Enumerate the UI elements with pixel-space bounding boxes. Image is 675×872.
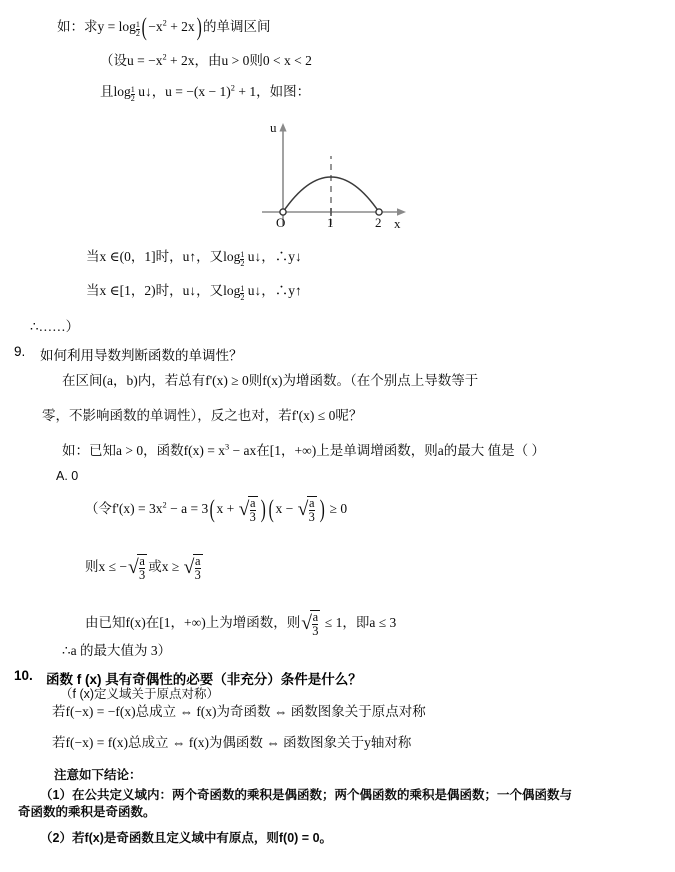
radical-sign: √	[238, 499, 250, 521]
section-9-paragraph-1: 在区间(a，b)内，若总有f'(x) ≥ 0则f(x)为增函数。（在个别点上导数等于	[62, 373, 479, 388]
fraction-a-over-3: $\frac{a}{3}$	[139, 554, 146, 583]
radical-sign: √	[128, 557, 139, 579]
text-run: 的单调区间	[203, 19, 271, 34]
log-base-one-half: $\frac{1}{2}$	[130, 84, 135, 104]
text-run: ≥ 0	[326, 501, 348, 517]
text-run: − a = 3	[166, 501, 209, 517]
text-run: u↓，u = −(x − 1)	[134, 84, 231, 99]
text-run: u↓，∴y↑	[244, 283, 302, 298]
section-10-paragraph-2: 若f(−x) = f(x)总成立 ⇔ f(x)为偶函数 ⇔ 函数图象关于y轴对称	[52, 735, 412, 750]
parabola-graph	[262, 118, 412, 228]
section-10-subnote: （f (x)定义域关于原点对称）	[60, 687, 220, 701]
fraction-a-over-3: $\frac{a}{3}$	[312, 610, 319, 639]
parabola-curve	[283, 177, 379, 212]
x-tick-label-2: 2	[375, 215, 382, 228]
text-run: 由已知f(x)在[1，+∞)上为增函数，则	[85, 615, 301, 631]
exponent: 2	[230, 83, 235, 93]
section-9-work-2	[85, 554, 204, 582]
text-run: 如：已知a > 0，函数f(x) = x	[62, 443, 225, 458]
section-9-work-1	[85, 496, 347, 524]
option-a: A. 0	[56, 469, 79, 483]
log-base-one-half: $\frac{1}{2}$	[240, 249, 245, 269]
exponent: 2	[162, 18, 167, 28]
section-10-title: 函数 f (x) 具有奇偶性的必要（非充分）条件是什么？	[46, 672, 362, 687]
section-10-number: 10.	[14, 668, 33, 683]
close-paren: )	[196, 14, 202, 42]
section-9-title: 如何利用导数判断函数的单调性？	[40, 348, 243, 363]
example-line-5	[86, 284, 302, 302]
example-line-2	[100, 54, 312, 68]
text-run: 且log	[100, 84, 131, 99]
text-run: + 1，如图：	[234, 84, 311, 99]
y-axis-arrow	[279, 123, 286, 132]
text-run: u↓，∴y↓	[244, 249, 302, 264]
fraction-a-over-3: $\frac{a}{3}$	[249, 496, 256, 525]
text-run: − ax在[1，+∞)上是单调增函数，则a的最大 值是（ ）	[229, 443, 545, 458]
log-base-one-half: $\frac{1}{2}$	[240, 283, 245, 303]
close-paren: )	[260, 496, 266, 524]
radical-sign: √	[301, 613, 312, 635]
radical-sign: √	[183, 557, 195, 579]
note-1-line-2: 奇函数的乘积是奇函数。	[18, 805, 156, 819]
section-10-paragraph-1: 若f(−x) = −f(x)总成立 ⇔ f(x)为奇函数 ⇔ 函数图象关于原点对称	[52, 704, 426, 719]
text-run: （设u = −x	[100, 53, 163, 68]
section-9-number: 9.	[14, 344, 26, 359]
sqrt-a-over-3	[128, 554, 147, 582]
section-9-work-4: ∴a 的最大值为 3）	[62, 643, 172, 658]
text-run: 或x ≥	[148, 559, 183, 575]
open-paren: (	[268, 496, 274, 524]
open-paren: (	[141, 14, 147, 42]
section-9-work-3	[85, 610, 396, 638]
text-run: ≤ 1，即a ≤ 3	[321, 615, 397, 631]
text-run: 则x ≤ −	[85, 559, 128, 575]
exponent: 3	[224, 442, 230, 452]
log-base-one-half: $\frac{1}{2}$	[135, 19, 140, 39]
sqrt-a-over-3	[184, 554, 203, 582]
text-run: （令f'(x) = 3x	[85, 501, 163, 517]
sqrt-a-over-3	[298, 496, 317, 524]
origin-label: O	[276, 215, 286, 228]
text-run: + 2x	[166, 19, 195, 34]
text-run: x −	[275, 501, 297, 517]
notes-title: 注意如下结论：	[54, 768, 142, 782]
text-run: x +	[216, 501, 238, 517]
open-paren: (	[209, 496, 215, 524]
text-run: + 2x，由u > 0则0 < x < 2	[166, 53, 312, 68]
y-axis-label: u	[270, 120, 277, 135]
exponent: 2	[162, 52, 167, 62]
radical-sign: √	[297, 499, 309, 521]
x-tick-label-1: 1	[327, 215, 334, 228]
x-axis-label: x	[394, 216, 401, 228]
text-run: −x	[148, 19, 163, 34]
text-run: 如：求y = log	[57, 19, 136, 34]
example-line-6: ∴……）	[30, 319, 80, 334]
sqrt-a-over-3	[301, 610, 320, 638]
note-2: （2）若f(x)是奇函数且定义域中有原点，则f(0) = 0。	[40, 831, 333, 845]
exponent: 2	[162, 500, 167, 510]
section-9-paragraph-2: 零，不影响函数的单调性），反之也对，若f'(x) ≤ 0呢？	[42, 408, 363, 423]
fraction-a-over-3: $\frac{a}{3}$	[194, 554, 201, 583]
sqrt-a-over-3	[239, 496, 258, 524]
example-line-1	[57, 14, 271, 42]
example-line-4	[86, 250, 302, 268]
close-paren: )	[319, 496, 325, 524]
text-run: 当x ∈[1，2)时，u↓，又log	[86, 283, 241, 298]
text-run: 当x ∈(0，1]时，u↑，又log	[86, 249, 241, 264]
example-line-3	[100, 85, 310, 103]
x-axis-arrow	[397, 208, 406, 216]
note-1-line-1: （1）在公共定义域内：两个奇函数的乘积是偶函数；两个偶函数的乘积是偶函数；一个偶函数与	[40, 788, 572, 802]
section-9-example	[62, 444, 545, 458]
fraction-a-over-3: $\frac{a}{3}$	[308, 496, 315, 525]
